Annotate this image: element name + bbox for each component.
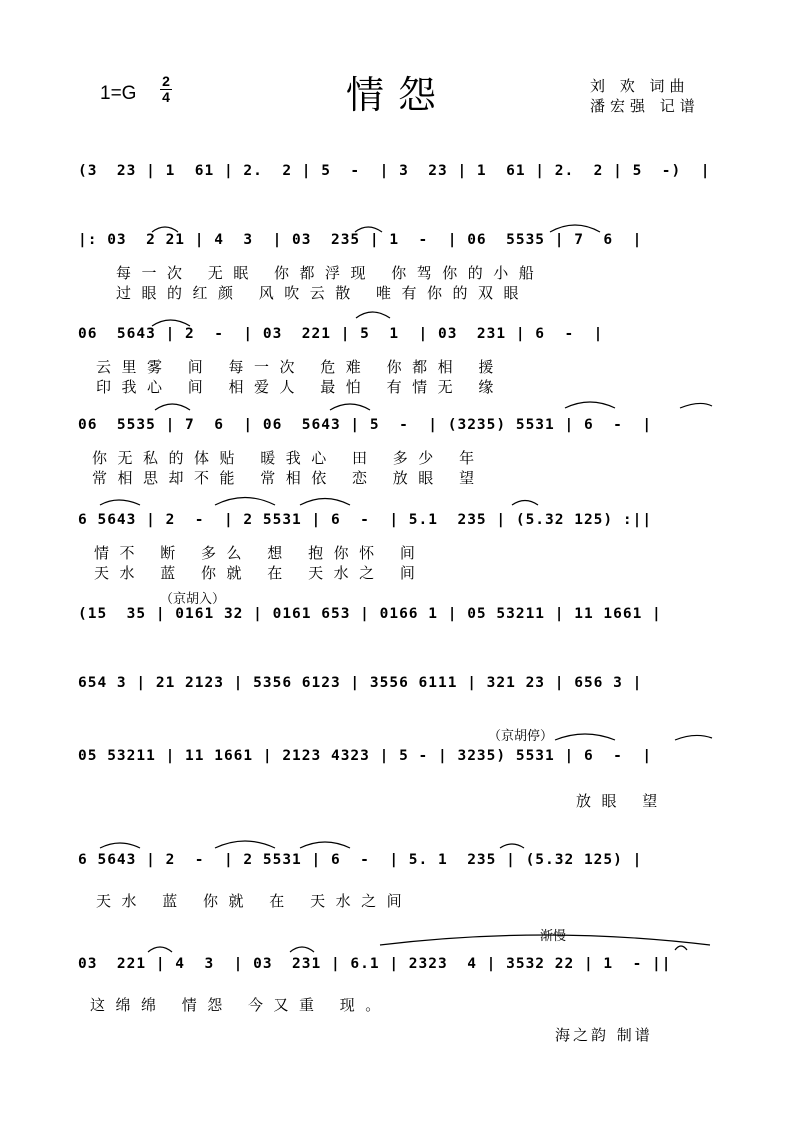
lyric-verse-2: 过眼的红颜 风吹云散 唯有你的双眼 — [116, 284, 530, 302]
song-title: 情怨 — [346, 73, 451, 117]
jinghu-stop-note: （京胡停） — [488, 729, 554, 744]
notation-line: |: 03 2 21 | 4 3 | 03 235 | 1 - | 06 5535 | 7 6 | — [78, 232, 643, 248]
credit-transcriber: 潘宏强 记谱 — [590, 97, 700, 115]
time-signature-top: 2 — [162, 73, 170, 89]
slur — [380, 935, 710, 945]
slur — [100, 500, 140, 505]
notation-line: 06 5535 | 7 6 | 06 5643 | 5 - | (3235) 5531 | 6 - | — [78, 417, 653, 433]
lyric-verse-2: 天水 蓝 你就 在 天水之 间 — [94, 564, 426, 582]
slur — [300, 499, 350, 506]
lyric-verse-1: 情不 断 多么 想 抱你怀 间 — [94, 544, 426, 562]
notation-line: 6 5643 | 2 - | 2 5531 | 6 - | 5.1 235 | (5.32 125) :|| — [78, 512, 653, 528]
jinghu-enter-note: （京胡入） — [160, 592, 226, 607]
slur — [215, 498, 275, 506]
slur — [290, 947, 314, 952]
slur — [100, 843, 140, 848]
notation-line: 06 5643 | 2 - | 03 221 | 5 1 | 03 231 | 6 - | — [78, 326, 604, 342]
notation-line: 03 221 | 4 3 | 03 231 | 6.1 | 2323 4 | 3532 22 | 1 - || — [78, 956, 672, 972]
notation-line: 6 5643 | 2 - | 2 5531 | 6 - | 5. 1 235 | (5.32 125) | — [78, 852, 643, 868]
slur — [148, 947, 172, 952]
lyric-verse-2: 常相思却不能 常相依 恋 放眼 望 — [92, 469, 485, 487]
maker-credit: 海之韵 制谱 — [555, 1026, 653, 1044]
credit-lyrics-music: 刘 欢 词曲 — [590, 77, 690, 95]
time-signature-bottom: 4 — [162, 89, 170, 105]
notation-line: 654 3 | 21 2123 | 5356 6123 | 3556 6111 | 321 23 | 656 3 | — [78, 675, 643, 691]
slur — [555, 734, 615, 740]
slur — [330, 404, 370, 410]
key-signature: 1=G — [100, 83, 137, 104]
slur — [565, 402, 615, 408]
lyric-verse-1: 放眼 望 — [576, 792, 668, 810]
lyric-verse-2: 印我心 间 相爱人 最怕 有情无 缘 — [96, 378, 504, 396]
slur — [215, 841, 275, 848]
slur — [680, 403, 712, 408]
lyric-verse-1: 这绵绵 情怨 今又重 现。 — [90, 996, 391, 1014]
slur — [512, 501, 538, 506]
slur — [155, 404, 190, 410]
slur — [152, 320, 190, 326]
slur — [675, 735, 712, 740]
lyric-verse-1: 每一次 无眠 你都浮现 你驾你的小船 — [116, 264, 545, 282]
slur — [500, 844, 524, 848]
lyric-verse-1: 天水 蓝 你就 在 天水之间 — [96, 892, 413, 910]
tempo-marking: 渐慢 — [540, 929, 567, 944]
notation-line: (3 23 | 1 61 | 2. 2 | 5 - | 3 23 | 1 61 | 2. 2 | 5 -) | — [78, 163, 711, 179]
notation-line: 05 53211 | 11 1661 | 2123 4323 | 5 - | 3235) 5531 | 6 - | — [78, 748, 653, 764]
slur — [355, 227, 382, 232]
lyric-verse-1: 你无私的体贴 暖我心 田 多少 年 — [92, 449, 485, 467]
slur — [300, 842, 350, 848]
slur — [152, 227, 178, 232]
lyric-verse-1: 云里雾 间 每一次 危难 你都相 援 — [96, 358, 504, 376]
notation-line: (15 35 | 0161 32 | 0161 653 | 0166 1 | 05 53211 | 11 1661 | — [78, 606, 662, 622]
slur — [550, 225, 600, 232]
slur — [356, 312, 390, 318]
fermata — [675, 946, 687, 950]
